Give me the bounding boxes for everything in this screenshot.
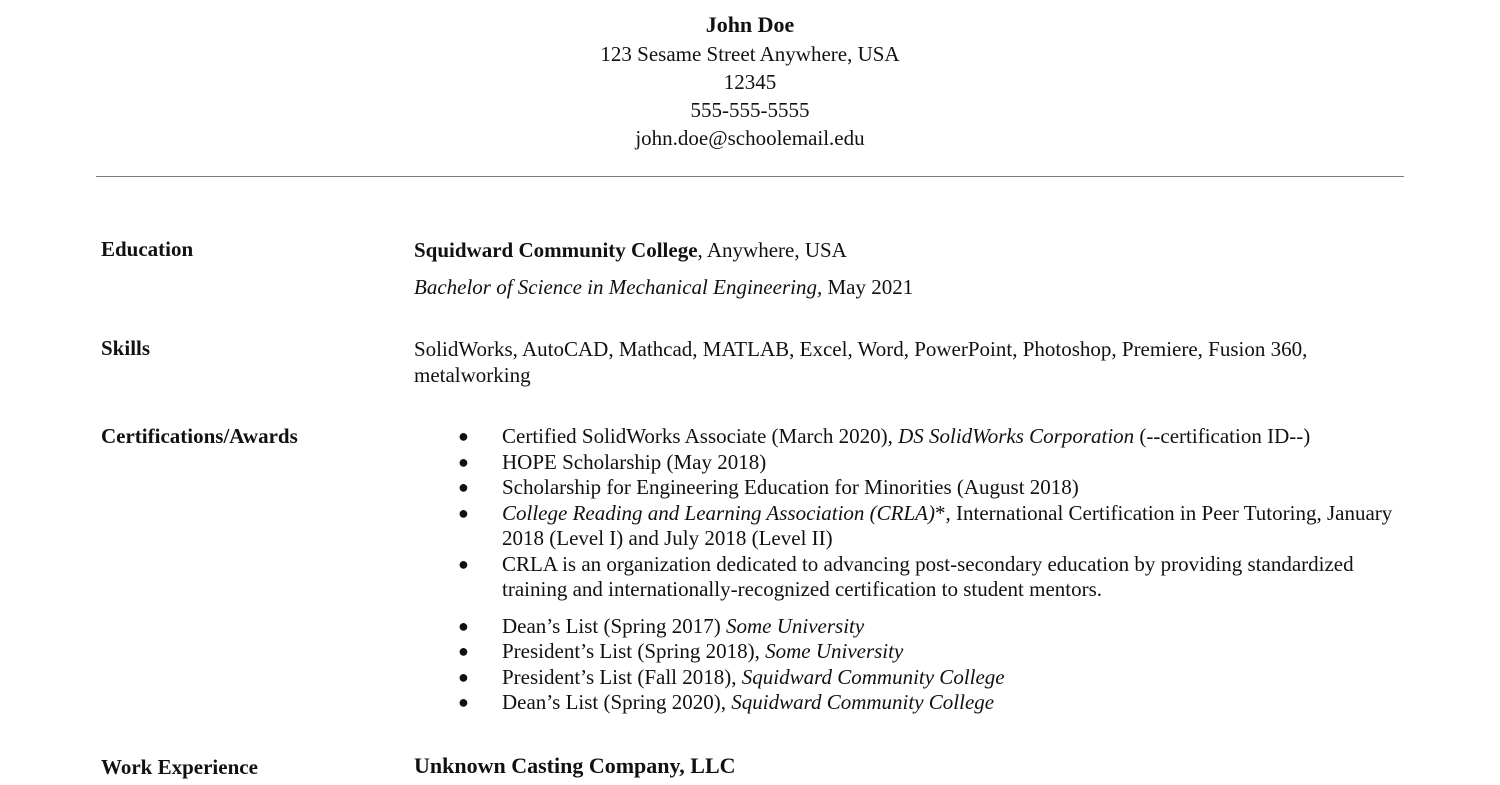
bullet-icon: ●	[458, 426, 469, 446]
certification-item	[414, 614, 1414, 640]
certification-item	[414, 424, 1414, 450]
degree-date: May 2021	[822, 275, 914, 299]
certifications-list-2	[414, 614, 1414, 716]
address-line: 123 Sesame Street Anywhere, USA	[600, 42, 900, 66]
certification-item	[414, 639, 1414, 665]
bullet-icon: ●	[458, 502, 469, 523]
skills-label: Skills	[101, 336, 151, 360]
education-label: Education	[101, 237, 194, 261]
school-location: , Anywhere, USA	[697, 238, 847, 262]
certification-text-italic: Some University	[725, 613, 865, 638]
bullet-icon: ●	[458, 641, 469, 661]
work-experience-label: Work Experience	[101, 755, 258, 779]
education-content	[414, 237, 1404, 300]
certification-item	[414, 552, 1414, 603]
certification-text-after: (--certification ID--)	[1134, 424, 1311, 448]
email-address: john.doe@schoolemail.edu	[635, 126, 865, 150]
skills-line-1: SolidWorks, AutoCAD, Mathcad, MATLAB, Excel, Word, PowerPoint, Photoshop, Premiere, Fusion 360,	[414, 337, 1308, 361]
certification-text-plain: Dean’s List (Spring 2020),	[502, 690, 732, 714]
degree-name: Bachelor of Science in Mechanical Engineering,	[414, 275, 823, 299]
certifications-content	[414, 424, 1414, 716]
candidate-name: John Doe	[705, 12, 795, 37]
certification-text-italic: Squidward Community College	[741, 664, 1005, 689]
certification-item	[414, 450, 1414, 476]
certification-text-italic: College Reading and Learning Association (CRLA)	[502, 500, 936, 525]
education-school-line	[414, 237, 1404, 263]
certification-text-plain: CRLA is an organization dedicated to advancing post-secondary education by providing standardized training and internationally-recognized certification to student mentors.	[502, 551, 1354, 601]
bullet-icon: ●	[458, 666, 469, 687]
certification-text-italic: DS SolidWorks Corporation	[898, 424, 1135, 448]
bullet-icon: ●	[458, 615, 469, 636]
bullet-icon: ●	[458, 451, 469, 472]
certification-text-plain: Certified SolidWorks Associate (March 2020),	[502, 424, 899, 448]
school-name: Squidward Community College	[414, 238, 698, 262]
certification-item	[414, 501, 1414, 552]
certification-text-after: *, International Certification in Peer Tutoring, January 2018 (Level I) and July 2018 (Level II)	[502, 500, 1393, 550]
certification-text-plain: HOPE Scholarship (May 2018)	[502, 449, 767, 474]
phone-number: 555-555-5555	[690, 98, 810, 122]
certification-item	[414, 665, 1414, 691]
bullet-icon: ●	[458, 692, 469, 712]
certification-text-italic: Squidward Community College	[731, 690, 995, 714]
bullet-icon: ●	[458, 553, 469, 574]
certification-text-plain: Dean’s List (Spring 2017)	[502, 613, 726, 638]
certifications-list-1	[414, 424, 1414, 603]
header-divider	[96, 176, 1404, 177]
bullet-icon: ●	[458, 477, 469, 497]
zip-code: 12345	[723, 70, 777, 94]
certification-text-plain: Scholarship for Engineering Education for Minorities (August 2018)	[502, 475, 1079, 499]
resume-header	[0, 10, 1500, 152]
certification-item	[414, 475, 1414, 501]
company-name: Unknown Casting Company, LLC	[414, 753, 736, 778]
certification-text-plain: President’s List (Fall 2018),	[502, 664, 742, 689]
certification-text-plain: President’s List (Spring 2018),	[502, 639, 766, 663]
skills-line-2: metalworking	[414, 363, 531, 387]
certification-text-italic: Some University	[765, 639, 904, 663]
education-degree-line	[414, 274, 1404, 300]
skills-content	[414, 336, 1404, 388]
certifications-label: Certifications/Awards	[101, 424, 298, 448]
certification-item	[414, 690, 1414, 716]
work-experience-content	[414, 753, 1404, 779]
